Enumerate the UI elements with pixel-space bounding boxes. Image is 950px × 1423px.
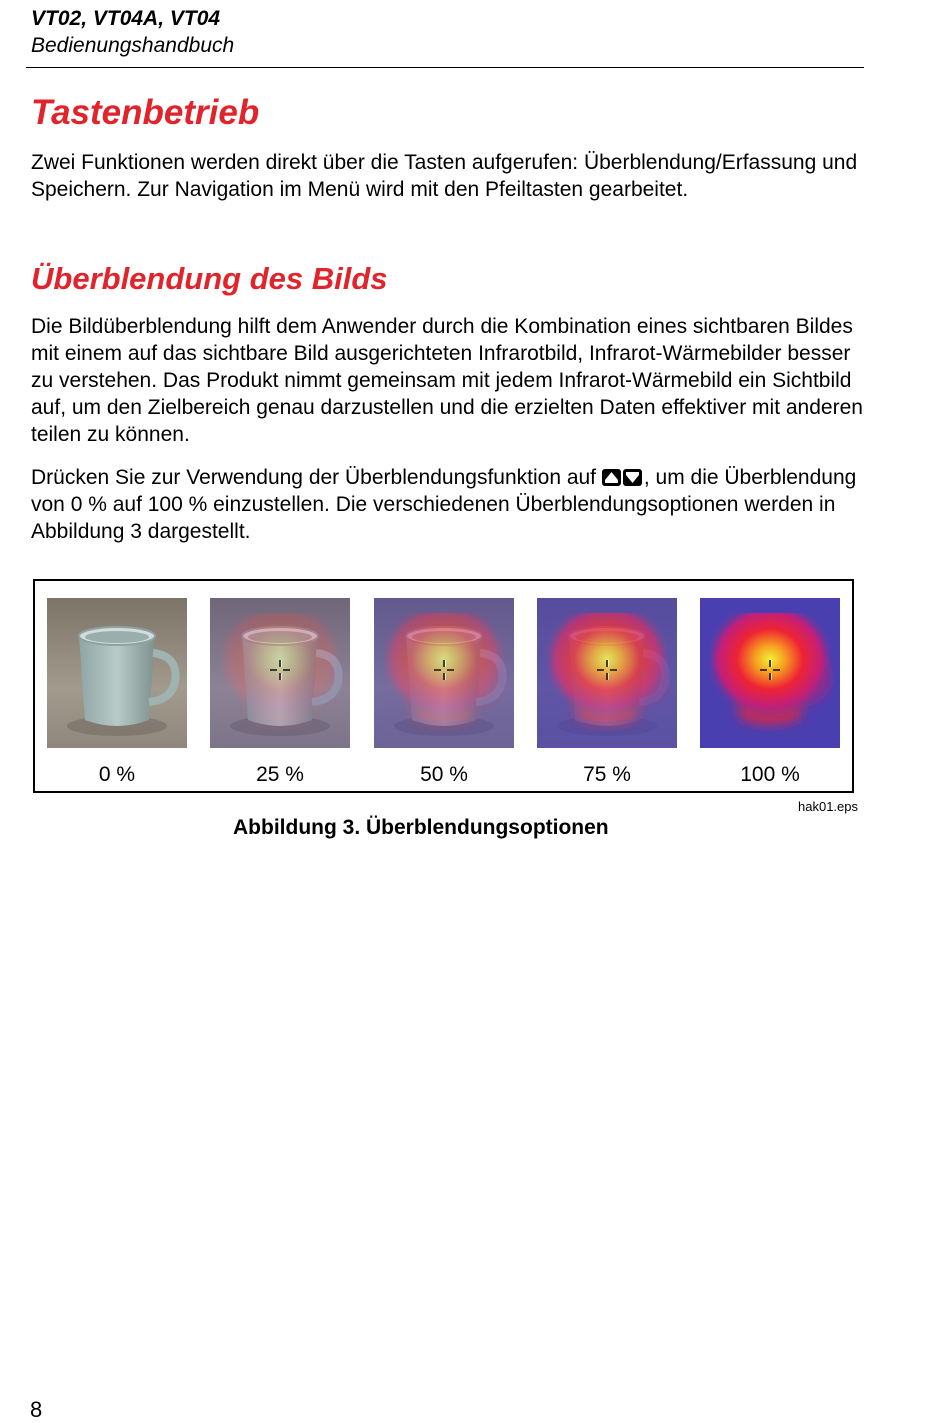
arrow-down-key-icon <box>623 469 642 486</box>
blend-level-label: 0 % <box>98 763 136 786</box>
blend-thumbnail <box>700 598 840 748</box>
blend-level-label: 75 % <box>583 763 631 786</box>
header-model: VT02, VT04A, VT04 <box>31 7 221 30</box>
figure-caption: Abbildung 3. Überblendungsoptionen <box>233 816 609 839</box>
header-divider <box>26 67 864 68</box>
blend-thumbnail <box>374 598 514 748</box>
blend-level-label: 25 % <box>256 763 304 786</box>
section-text-blending: Die Bildüberblendung hilft dem Anwender durch die Kombination eines sichtbaren Bildes mit einem auf das sichtbare Bild ausgerichteten Infrarotbild, Infrarot-Wärmebilder besser zu verstehen. Das Produkt nimmt gemeinsam mit jedem Infrarot-Wärmebild ein Sichtbild auf, um den Zielbereich genau darzustellen und die erzielten Daten effektiver mit anderen teilen zu können. <box>31 315 863 446</box>
section-text-blending-instructions <box>31 464 871 545</box>
section-title-blending: Überblendung des Bilds <box>31 261 388 296</box>
page-number: 8 <box>30 1397 43 1422</box>
blend-thumbnail <box>47 598 187 748</box>
instruction-after: , um die Überblendung von 0 % auf 100 % einzustellen. Die verschiedenen Überblendungsoptionen werden in Abbildung 3 dargestellt. <box>31 466 857 543</box>
header-manual: Bedienungshandbuch <box>31 34 235 57</box>
section-text-keys: Zwei Funktionen werden direkt über die Tasten aufgerufen: Überblendung/Erfassung und Speichern. Zur Navigation im Menü wird mit den Pfeiltasten gearbeitet. <box>31 151 858 201</box>
blend-thumbnail <box>537 598 677 748</box>
blend-thumbnail <box>210 598 350 748</box>
blend-level-label: 50 % <box>420 763 468 786</box>
running-header <box>31 6 234 60</box>
arrow-up-key-icon <box>602 469 621 486</box>
blend-level-label: 100 % <box>740 763 800 786</box>
figure-file-name: hak01.eps <box>798 799 858 814</box>
section-title-keys: Tastenbetrieb <box>31 93 260 132</box>
blend-figure <box>33 579 854 793</box>
instruction-before: Drücken Sie zur Verwendung der Überblendungsfunktion auf <box>31 466 602 489</box>
